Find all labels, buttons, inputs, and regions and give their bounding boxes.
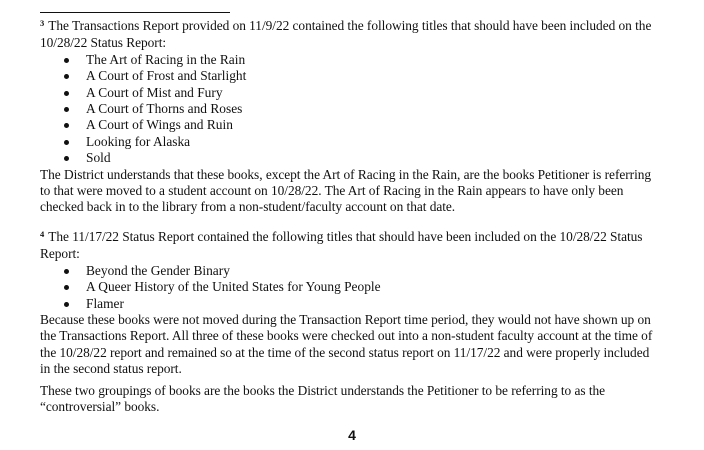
list-item: Sold [40,150,680,166]
bullet-icon [64,74,69,79]
footnote-separator [40,12,230,13]
page-number: 4 [348,427,356,443]
footnote-3-explanation: The District understands that these books, except the Art of Racing in the Rain, are the books Petitioner is referring to that were moved to a student account on 10/28/22. The Art of Racing in the Rain appears to have only been checked back in to the library from a non-student/faculty account on that date. [40,166,652,215]
bullet-icon [64,269,69,274]
footnote-marker-4: 4 [40,229,45,239]
footnote-3-title-list [40,52,680,167]
list-item: The Art of Racing in the Rain [40,52,680,68]
bullet-icon [64,107,69,112]
bullet-icon [64,156,69,161]
list-item: A Court of Mist and Fury [40,85,680,101]
bullet-icon [64,123,69,128]
list-item: Beyond the Gender Binary [40,263,680,279]
closing-paragraph: These two groupings of books are the books the District understands the Petitioner to be referring to as the “controversial” books. [40,383,606,415]
footnote-3-line-2: 10/28/22 Status Report: [40,35,167,51]
footnote-3 [40,18,680,216]
footnote-marker-3: 3 [40,18,45,28]
footnote-4-intro [40,229,680,263]
footnote-3-line-1: $^3$ The Transactions Report provided on 11/9/22 contained the following titles that should have been included on the [40,18,652,33]
bullet-icon [64,285,69,290]
bullet-icon [64,91,69,96]
footnote-4-line-2: Report: [40,246,80,262]
footnote-4-explanation: Because these books were not moved during the Transaction Report time period, they would not have shown up on the Transactions Report. All three of these books were checked out into a non-student faculty account at the time of the 10/28/22 report and remained so at the time of the second status report on 11/17/22 and were properly included in the second status report. [40,311,653,377]
list-item: A Court of Frost and Starlight [40,68,680,84]
list-item: Flamer [40,296,680,312]
bullet-icon [64,58,69,63]
list-item: A Court of Thorns and Roses [40,101,680,117]
list-item: A Queer History of the United States for Young People [40,279,680,295]
bullet-icon [64,140,69,145]
footnote-4-line-1: $^4$ The 11/17/22 Status Report contained the following titles that should have been included on the 10/28/22 Status [40,229,643,244]
list-item: A Court of Wings and Ruin [40,117,680,133]
footnote-4-title-list [40,263,680,312]
footnote-4 [40,229,680,378]
list-item: Looking for Alaska [40,134,680,150]
bullet-icon [64,302,69,307]
footnote-3-intro [40,18,680,52]
